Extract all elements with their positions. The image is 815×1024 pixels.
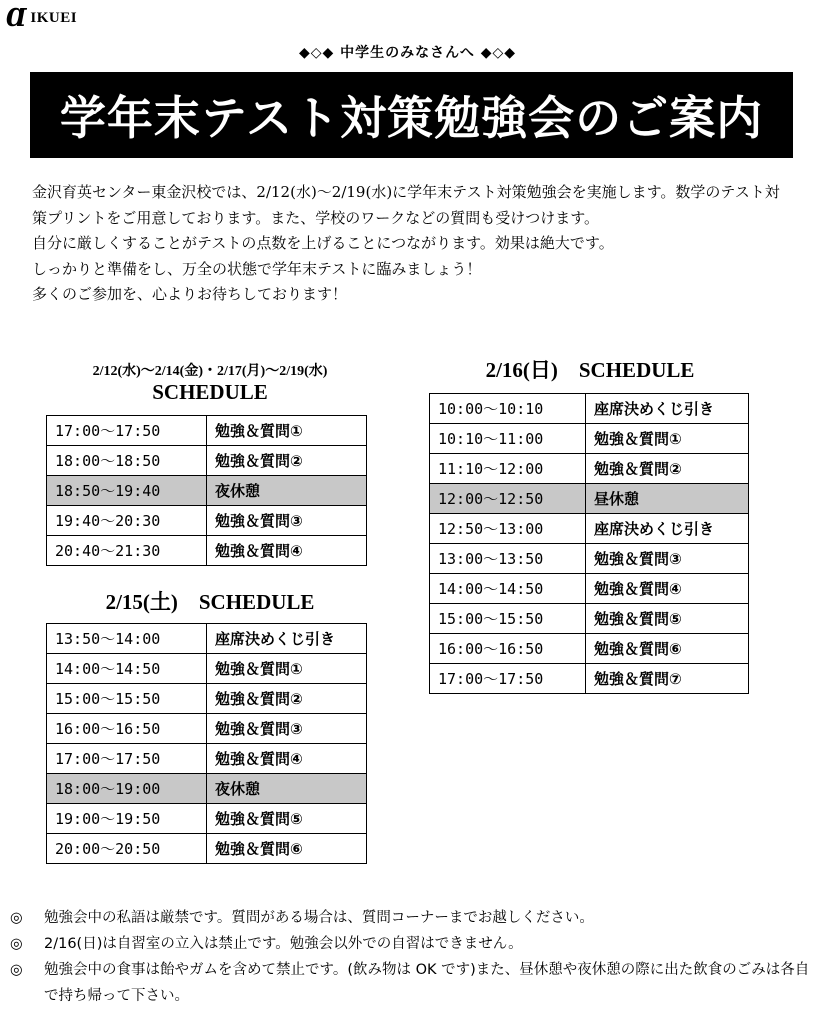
activity-cell: 夜休憩 — [207, 774, 367, 804]
activity-cell: 夜休憩 — [207, 476, 367, 506]
activity-cell: 勉強＆質問① — [586, 424, 749, 454]
activity-cell: 勉強＆質問② — [207, 446, 367, 476]
schedule-row — [47, 476, 367, 506]
weekday-dates: 2/12(水)～2/14(金)・2/17(月)～2/19(水) — [92, 364, 328, 379]
title-banner — [30, 72, 793, 158]
time-cell: 15:00～15:50 — [430, 604, 586, 634]
time-cell: 17:00～17:50 — [430, 664, 586, 694]
activity-cell: 勉強＆質問④ — [207, 744, 367, 774]
weekday-schedule-title: SCHEDULE — [152, 380, 268, 404]
time-cell: 18:50～19:40 — [47, 476, 207, 506]
intro-paragraph: 金沢育英センター東金沢校では、2/12(水)～2/19(水)に学年末テスト対策勉強会を実施します。数学のテスト対策プリントをご用意しております。また、学校のワークなどの質問も受けつけます。 — [32, 183, 780, 227]
schedule-row — [430, 424, 749, 454]
activity-cell: 勉強＆質問⑥ — [586, 634, 749, 664]
activity-cell: 勉強＆質問① — [207, 654, 367, 684]
schedule-row — [47, 744, 367, 774]
schedule-row — [430, 394, 749, 424]
notes-list — [10, 905, 810, 1009]
note-text: 2/16(日)は自習室の立入は禁止です。勉強会以外での自習はできません。 — [44, 936, 523, 952]
activity-cell: 勉強＆質問④ — [586, 574, 749, 604]
time-cell: 15:00～15:50 — [47, 684, 207, 714]
time-cell: 18:00～19:00 — [47, 774, 207, 804]
note-item — [10, 905, 810, 931]
logo-mark-icon: Ɑ — [6, 3, 27, 32]
saturday-schedule-table — [46, 623, 367, 864]
schedule-row — [47, 416, 367, 446]
activity-cell: 座席決めくじ引き — [586, 514, 749, 544]
double-circle-icon: ◎ — [10, 936, 23, 952]
activity-cell: 座席決めくじ引き — [586, 394, 749, 424]
intro-text — [32, 180, 792, 308]
sunday-schedule-title: 2/16(日) SCHEDULE — [485, 358, 695, 382]
schedule-row — [430, 574, 749, 604]
activity-cell: 勉強＆質問④ — [207, 536, 367, 566]
time-cell: 17:00～17:50 — [47, 744, 207, 774]
activity-cell: 勉強＆質問③ — [207, 714, 367, 744]
time-cell: 13:00～13:50 — [430, 544, 586, 574]
time-cell: 19:40～20:30 — [47, 506, 207, 536]
page-title: 学年末テスト対策勉強会のご案内 — [59, 91, 764, 145]
activity-cell: 勉強＆質問③ — [207, 506, 367, 536]
schedule-row — [47, 506, 367, 536]
schedule-row — [47, 536, 367, 566]
schedule-row — [47, 804, 367, 834]
schedule-row — [47, 714, 367, 744]
ikuei-logo — [6, 3, 78, 32]
time-cell: 20:40～21:30 — [47, 536, 207, 566]
audience-subtitle: ◆◇◆ 中学生のみなさんへ ◆◇◆ — [298, 45, 517, 61]
double-circle-icon: ◎ — [10, 962, 23, 978]
activity-cell: 昼休憩 — [586, 484, 749, 514]
schedule-row — [47, 834, 367, 864]
activity-cell: 勉強＆質問⑦ — [586, 664, 749, 694]
schedule-row — [47, 654, 367, 684]
time-cell: 11:10～12:00 — [430, 454, 586, 484]
activity-cell: 勉強＆質問③ — [586, 544, 749, 574]
activity-cell: 勉強＆質問⑥ — [207, 834, 367, 864]
schedule-row — [430, 484, 749, 514]
double-circle-icon: ◎ — [10, 910, 23, 926]
logo-text: IKUEI — [30, 9, 78, 26]
time-cell: 17:00～17:50 — [47, 416, 207, 446]
activity-cell: 勉強＆質問⑤ — [207, 804, 367, 834]
activity-cell: 勉強＆質問① — [207, 416, 367, 446]
intro-paragraph: しっかりと準備をし、万全の状態で学年末テストに臨みましょう！ — [32, 259, 482, 278]
schedule-row — [430, 604, 749, 634]
intro-paragraph: 多くのご参加を、心よりお待ちしております！ — [32, 285, 348, 304]
time-cell: 16:00～16:50 — [47, 714, 207, 744]
activity-cell: 勉強＆質問② — [586, 454, 749, 484]
time-cell: 14:00～14:50 — [47, 654, 207, 684]
note-item — [10, 957, 810, 1009]
time-cell: 16:00～16:50 — [430, 634, 586, 664]
note-text: 勉強会中の私語は厳禁です。質問がある場合は、質問コーナーまでお越しください。 — [44, 910, 594, 926]
time-cell: 12:00～12:50 — [430, 484, 586, 514]
schedule-row — [430, 634, 749, 664]
time-cell: 12:50～13:00 — [430, 514, 586, 544]
activity-cell: 勉強＆質問⑤ — [586, 604, 749, 634]
time-cell: 10:00～10:10 — [430, 394, 586, 424]
sunday-schedule-table — [429, 393, 749, 694]
activity-cell: 勉強＆質問② — [207, 684, 367, 714]
time-cell: 14:00～14:50 — [430, 574, 586, 604]
time-cell: 19:00～19:50 — [47, 804, 207, 834]
schedule-row — [47, 624, 367, 654]
time-cell: 13:50～14:00 — [47, 624, 207, 654]
time-cell: 10:10～11:00 — [430, 424, 586, 454]
schedule-row — [47, 774, 367, 804]
schedule-row — [430, 544, 749, 574]
note-text: 勉強会中の食事は飴やガムを含めて禁止です。(飲み物は OK です)また、昼休憩や夜休憩の際に出た飲食のごみは各自で持ち帰って下さい。 — [44, 962, 810, 1004]
time-cell: 20:00～20:50 — [47, 834, 207, 864]
activity-cell: 座席決めくじ引き — [207, 624, 367, 654]
schedule-row — [430, 514, 749, 544]
saturday-schedule-title: 2/15(土) SCHEDULE — [105, 590, 315, 614]
weekday-schedule-table — [46, 415, 367, 566]
note-item — [10, 931, 810, 957]
schedule-row — [430, 664, 749, 694]
schedule-row — [47, 446, 367, 476]
time-cell: 18:00～18:50 — [47, 446, 207, 476]
schedule-row — [47, 684, 367, 714]
intro-paragraph: 自分に厳しくすることがテストの点数を上げることにつながります。効果は絶大です。 — [32, 234, 614, 253]
schedule-row — [430, 454, 749, 484]
